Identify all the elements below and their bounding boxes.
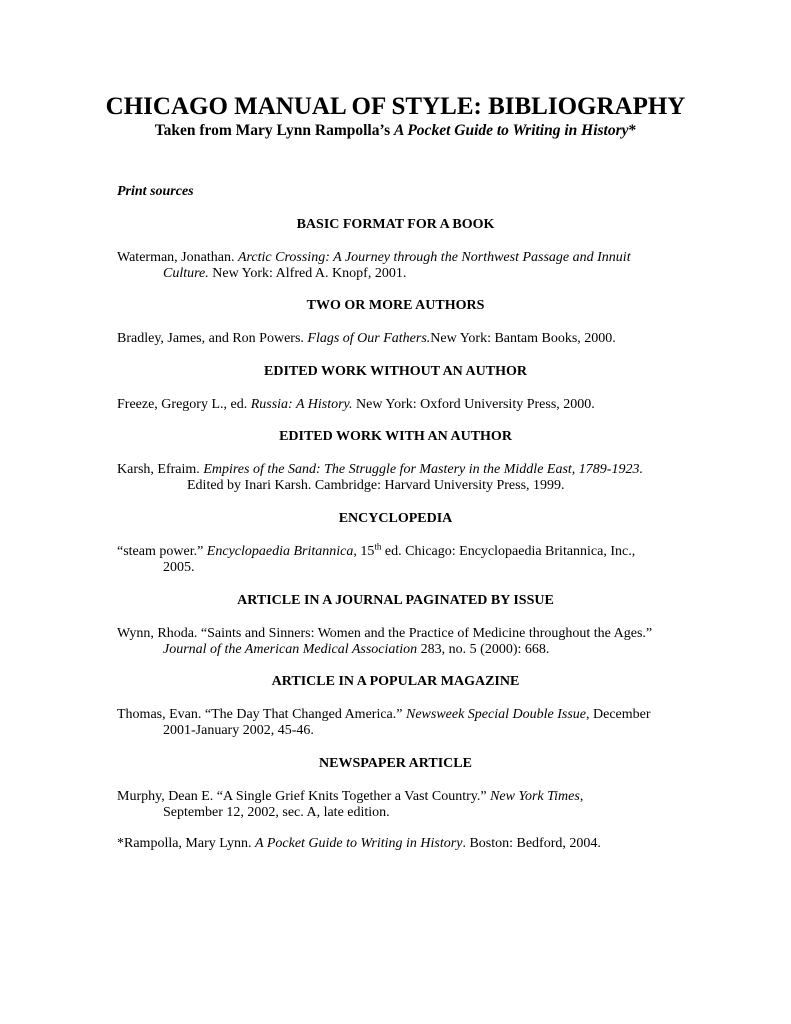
heading-two-authors: TWO OR MORE AUTHORS bbox=[306, 298, 485, 313]
entry-encyclopedia bbox=[117, 541, 677, 576]
subtitle-book-title: A Pocket Guide to Writing in History bbox=[393, 122, 629, 139]
page-title: CHICAGO MANUAL OF STYLE: BIBLIOGRAPHY bbox=[105, 93, 686, 120]
heading-basic-book: BASIC FORMAT FOR A BOOK bbox=[296, 217, 495, 232]
entry-title: Flags of Our Fathers. bbox=[307, 331, 431, 346]
entry-text: New York: Oxford University Press, 2000. bbox=[352, 397, 595, 412]
entry-title: A Pocket Guide to Writing in History bbox=[255, 836, 463, 851]
entry-two-authors bbox=[117, 331, 677, 347]
entry-line bbox=[117, 397, 677, 413]
entry-line bbox=[117, 266, 677, 282]
footnote bbox=[117, 836, 677, 852]
heading-edited-with-author: EDITED WORK WITH AN AUTHOR bbox=[279, 429, 512, 444]
entry-title: Empires of the Sand: The Struggle for Mastery in the Middle East, 1789-1923. bbox=[203, 462, 643, 477]
entry-line: 2005. bbox=[163, 560, 195, 575]
entry-text: Waterman, Jonathan. bbox=[117, 250, 238, 265]
entry-line: Wynn, Rhoda. “Saints and Sinners: Women and the Practice of Medicine throughout the Ages.” bbox=[117, 626, 653, 641]
entry-text: “steam power.” bbox=[117, 544, 207, 559]
entry-text: New York: Alfred A. Knopf, 2001. bbox=[208, 266, 407, 281]
entry-text: , 15 bbox=[353, 544, 375, 559]
entry-line: 2001-January 2002, 45-46. bbox=[163, 723, 314, 738]
entry-line bbox=[117, 541, 677, 560]
heading-encyclopedia: ENCYCLOPEDIA bbox=[338, 511, 453, 526]
entry-edited-with-author bbox=[117, 462, 677, 494]
entry-title: Russia: A History. bbox=[250, 397, 353, 412]
heading-edited-no-author: EDITED WORK WITHOUT AN AUTHOR bbox=[264, 364, 527, 379]
entry-text: . Boston: Bedford, 2004. bbox=[462, 836, 601, 851]
entry-title: Encyclopaedia Britannica bbox=[206, 544, 354, 559]
heading-newspaper-article: NEWSPAPER ARTICLE bbox=[319, 756, 472, 771]
entry-title: Journal of the American Medical Association bbox=[163, 642, 418, 657]
entry-title: Arctic Crossing: A Journey through the Northwest Passage and Innuit bbox=[237, 250, 631, 265]
entry-newspaper-article bbox=[117, 789, 677, 821]
entry-line bbox=[117, 331, 677, 347]
entry-text: Karsh, Efraim. bbox=[117, 462, 204, 477]
entry-line bbox=[117, 462, 677, 478]
entry-text: Murphy, Dean E. “A Single Grief Knits Together a Vast Country.” bbox=[117, 789, 491, 804]
entry-text: ed. Chicago: Encyclopaedia Britannica, Inc., bbox=[381, 544, 636, 559]
subtitle-prefix: Taken from Mary Lynn Rampolla’s bbox=[154, 122, 394, 139]
entry-line bbox=[117, 836, 677, 852]
entry-text: Freeze, Gregory L., ed. bbox=[117, 397, 251, 412]
entry-line bbox=[117, 250, 677, 266]
entry-text: New York: Bantam Books, 2000. bbox=[430, 331, 616, 346]
entry-magazine-article bbox=[117, 707, 677, 739]
entry-journal-article bbox=[117, 626, 677, 658]
section-label: Print sources bbox=[117, 184, 194, 199]
entry-text: , bbox=[579, 789, 584, 804]
entry-line: September 12, 2002, sec. A, late edition. bbox=[163, 805, 390, 820]
entry-text: *Rampolla, Mary Lynn. bbox=[117, 836, 256, 851]
entry-text: , December bbox=[586, 707, 651, 722]
entry-line bbox=[117, 789, 677, 805]
entry-title: New York Times bbox=[490, 789, 580, 804]
entry-text: Thomas, Evan. “The Day That Changed America.” bbox=[117, 707, 406, 722]
entry-line: Edited by Inari Karsh. Cambridge: Harvard University Press, 1999. bbox=[187, 478, 565, 493]
entry-line bbox=[117, 707, 677, 723]
heading-magazine-article: ARTICLE IN A POPULAR MAGAZINE bbox=[271, 674, 520, 689]
heading-journal-article: ARTICLE IN A JOURNAL PAGINATED BY ISSUE bbox=[237, 593, 554, 608]
edition-superscript: th bbox=[374, 541, 382, 552]
entry-line bbox=[117, 642, 677, 658]
entry-basic-book bbox=[117, 250, 677, 282]
entry-text: Bradley, James, and Ron Powers. bbox=[117, 331, 308, 346]
entry-title: Newsweek Special Double Issue bbox=[405, 707, 586, 722]
entry-title: Culture. bbox=[163, 266, 209, 281]
entry-text: 283, no. 5 (2000): 668. bbox=[417, 642, 550, 657]
subtitle-asterisk: * bbox=[628, 122, 637, 139]
entry-edited-no-author bbox=[117, 397, 677, 413]
page-subtitle bbox=[0, 121, 791, 141]
